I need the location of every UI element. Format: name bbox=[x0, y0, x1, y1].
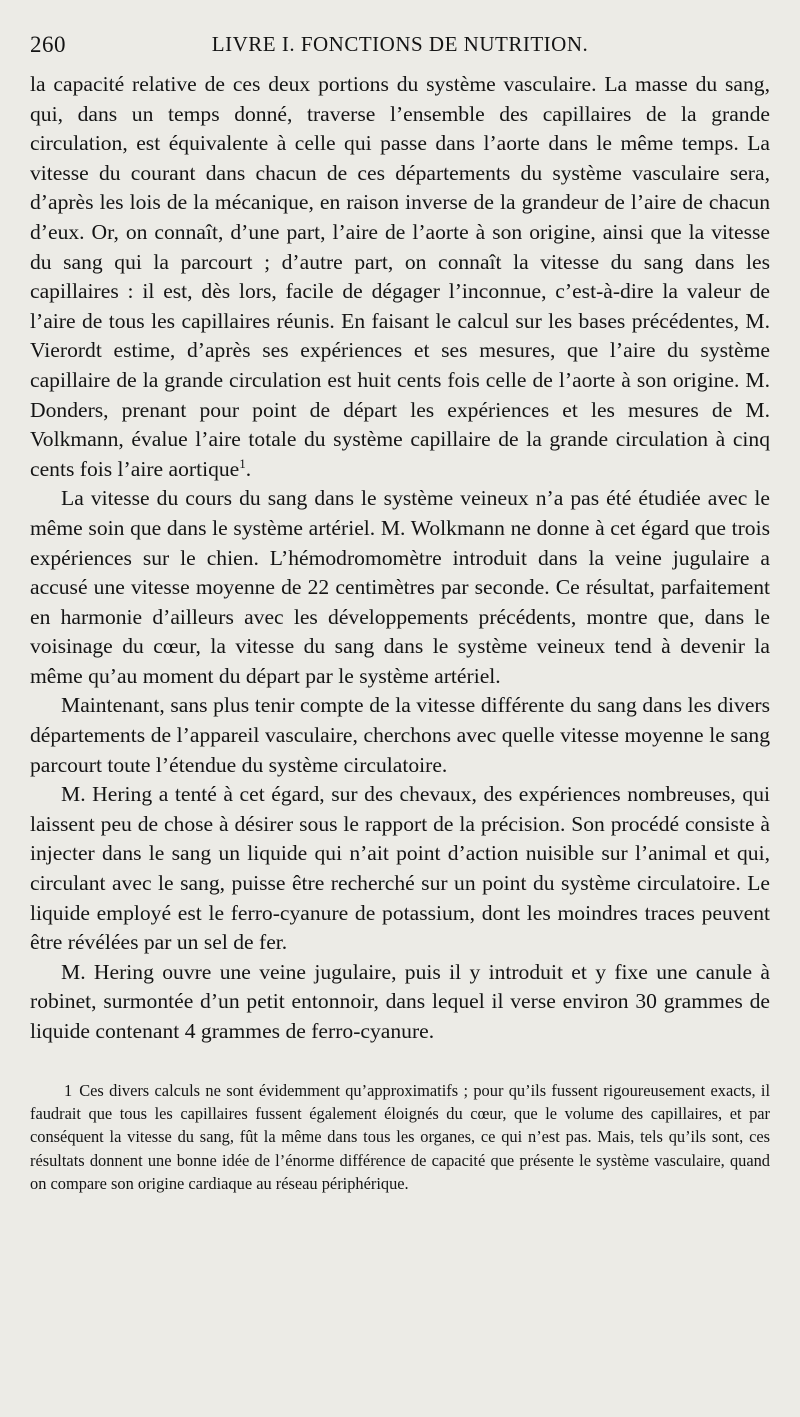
footnote-marker: 1 bbox=[64, 1080, 73, 1100]
paragraph-1: la capacité relative de ces deux portions du système vasculaire. La masse du sang, qui, dans un temps donné, traverse l’ensemble des capillaires de la grande circulation, est équivalente à celle qui passe dans l’aorte dans le même temps. La vitesse du courant dans chacun de ces départements du système vasculaire sera, d’après les lois de la mécanique, en raison inverse de la grandeur de l’aire de chacun d’eux. Or, on connaît, d’une part, l’aire de l’aorte à son origine, ainsi que la vitesse du sang qui la parcourt ; d’autre part, on connaît la vitesse du sang dans les capillaires : il est, dès lors, facile de dégager l’inconnue, c’est-à-dire la valeur de l’aire de tous les capillaires réunis. En faisant le calcul sur les bases précédentes, M. Vierordt estime, d’après ses expériences et ses mesures, que l’aire du système capillaire de la grande circulation est huit cents fois celle de l’aorte à son origine. M. Donders, prenant pour point de départ les expériences et les mesures de M. Volkmann, évalue l’aire totale du système capillaire de la grande circulation à cinq cents fois l’aire aortique$^1$. bbox=[30, 72, 770, 481]
paragraph-5: M. Hering ouvre une veine jugulaire, puis il y introduit et y fixe une canule à robinet, surmontée d’un petit entonnoir, dans lequel il verse environ 30 grammes de liquide contenant 4 grammes de ferro-cyanure. bbox=[30, 959, 770, 1043]
paragraph-2: La vitesse du cours du sang dans le système veineux n’a pas été étudiée avec le même soin que dans le système artériel. M. Wolkmann ne donne à cet égard que trois expériences sur le chien. L’hémodromomètre introduit dans la veine jugulaire a accusé une vitesse moyenne de 22 centimètres par seconde. Ce résultat, parfaitement en harmonie d’ailleurs avec les développements précédents, montre que, dans le voisinage du cœur, la vitesse du sang dans le système veineux tend à devenir la même qu’au moment du départ par le système artériel. bbox=[30, 486, 770, 688]
paragraph-1-text: la capacité relative de ces deux portions du système vasculaire. La masse du sang, qui, dans un temps donné, traverse l’ensemble des capillaires de la grande circulation, est équivalente à celle qui passe dans l’aorte dans le même temps. La vitesse du courant dans chacun de ces départements du système vasculaire sera, d’après les lois de la mécanique, en raison inverse de la grandeur de l’aire de chacun d’eux. Or, on connaît, d’une part, l’aire de l’aorte à son origine, ainsi que la vitesse du sang qui la parcourt ; d’autre part, on connaît la vitesse du sang dans les capillaires : il est, dès lors, facile de dégager l’inconnue, c’est-à-dire la valeur de l’aire de tous les capillaires réunis. En faisant le calcul sur les bases précédentes, M. Vierordt estime, d’après ses expériences et ses mesures, que l’aire du système capillaire de la grande circulation est huit cents fois celle de l’aorte à son origine. M. Donders, prenant pour point de départ les expériences et les mesures de M. Volkmann, évalue l’aire totale du système capillaire de la grande circulation à cinq cents fois l’aire aortique bbox=[30, 72, 770, 481]
footnote-1 bbox=[30, 1079, 770, 1196]
footnote-reference[interactable]: 1 bbox=[239, 455, 246, 471]
footnote-text: Ces divers calculs ne sont évidemment qu’approximatifs ; pour qu’ils fussent rigoureusement exacts, il faudrait que tous les capillaires fussent également éloignés du cœur, que le volume des capillaires, et par conséquent la vitesse du sang, fût la même dans tous les organes, ce qui n’est pas. Mais, tels qu’ils sont, ces résultats donnent une bonne idée de l’énorme différence de capacité que présente le système vasculaire, quand on compare son origine cardiaque au réseau périphérique. bbox=[30, 1080, 770, 1194]
page-number: 260 bbox=[30, 32, 66, 57]
running-title: LIVRE I. FONCTIONS DE NUTRITION. bbox=[211, 32, 589, 56]
footnotes-section bbox=[30, 1079, 770, 1196]
page-header bbox=[30, 24, 770, 64]
paragraph-3: Maintenant, sans plus tenir compte de la vitesse différente du sang dans les divers départements de l’appareil vasculaire, cherchons avec quelle vitesse moyenne le sang parcourt toute l’étendue du système circulatoire. bbox=[30, 693, 770, 777]
main-text bbox=[30, 70, 770, 1047]
paragraph-4: M. Hering a tenté à cet égard, sur des chevaux, des expériences nombreuses, qui laissent peu de chose à désirer sous le rapport de la précision. Son procédé consiste à injecter dans le sang un liquide qui n’ait point d’action nuisible sur l’animal et qui, circulant avec le sang, puisse être recherché sur un point du système circulatoire. Le liquide employé est le ferro-cyanure de potassium, dont les moindres traces peuvent être révélées par un sel de fer. bbox=[30, 782, 770, 955]
